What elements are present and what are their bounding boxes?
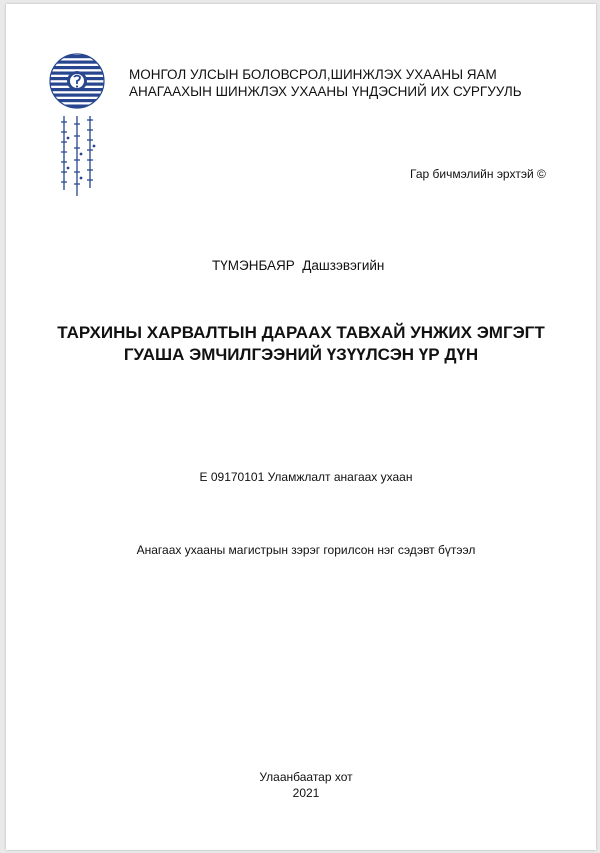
- specialty-code: E 09170101 Уламжлалт анагаах ухаан: [199, 470, 413, 484]
- copyright-note: Гар бичмэлийн эрхтэй ©: [410, 167, 546, 181]
- place-and-year: [6, 769, 600, 801]
- year: 2021: [292, 786, 320, 800]
- ministry-name: МОНГОЛ УЛСЫН БОЛОВСРОЛ,ШИНЖЛЭХ УХААНЫ ЯАМ: [129, 67, 497, 82]
- university-emblem-icon: [44, 50, 110, 200]
- document-page: [6, 4, 596, 850]
- degree-statement: Анагаах ухааны магистрын зэрэг горилсон нэг сэдэвт бүтээл: [136, 543, 476, 557]
- thesis-title-line-1: ТАРХИНЫ ХАРВАЛТЫН ДАРААХ ТАВХАЙ УНЖИХ ЭМГЭГТ: [57, 323, 545, 342]
- thesis-title: [46, 322, 556, 366]
- author-name: ТҮМЭНБАЯР Дашзэвэгийн: [212, 258, 385, 273]
- thesis-title-line-2: ГУАША ЭМЧИЛГЭЭНИЙ ҮЗҮҮЛСЭН ҮР ДҮН: [123, 345, 479, 364]
- university-name: АНАГААХЫН ШИНЖЛЭХ УХААНЫ ҮНДЭСНИЙ ИХ СУРГУУЛЬ: [129, 84, 522, 99]
- city: Улаанбаатар хот: [259, 770, 353, 784]
